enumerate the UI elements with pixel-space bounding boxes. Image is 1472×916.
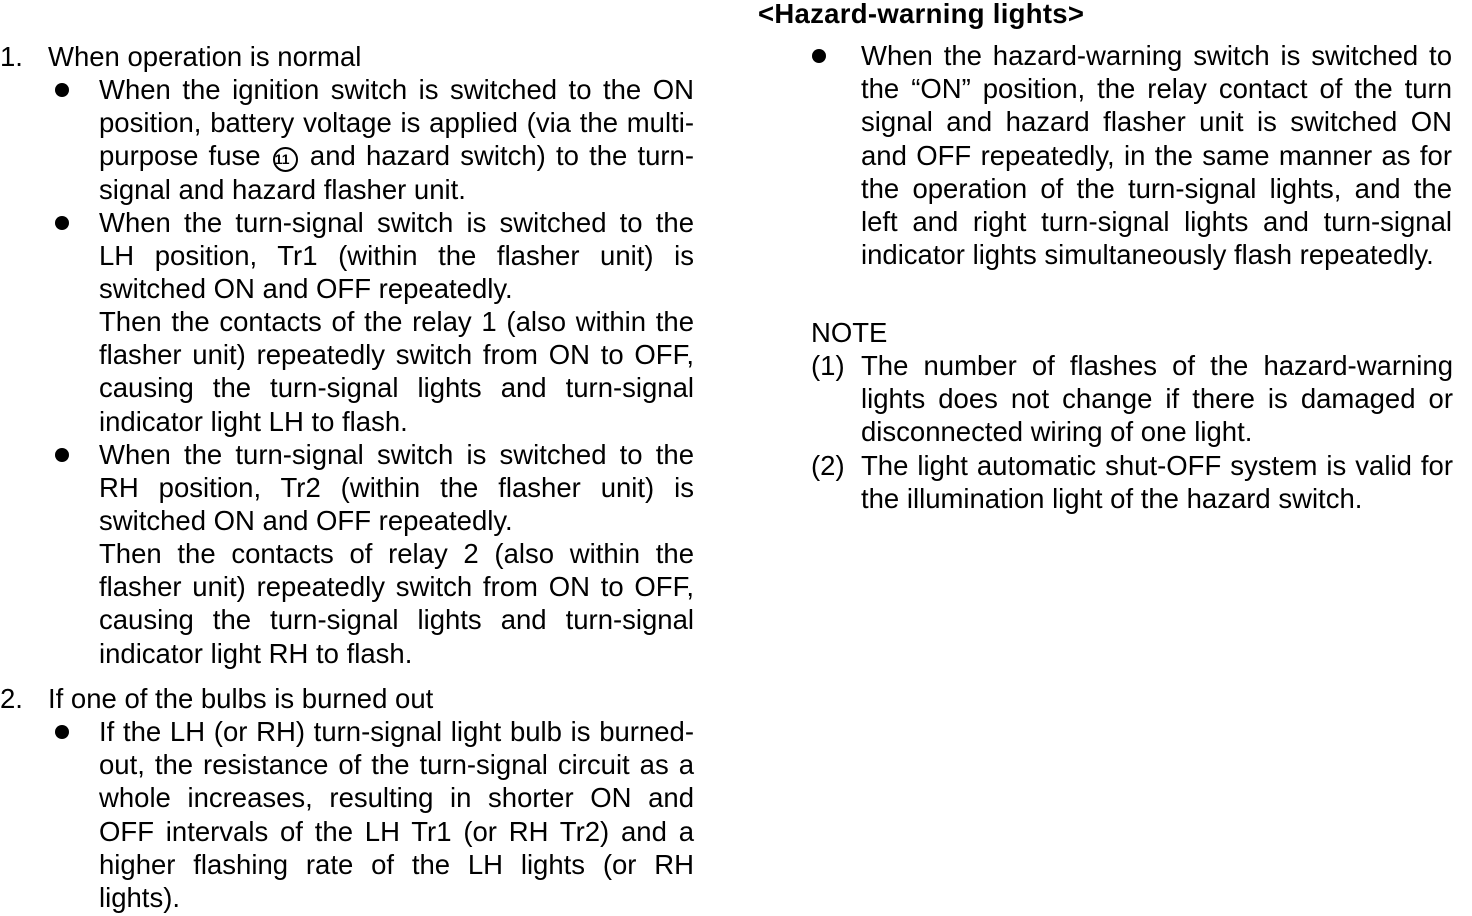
section-2-number: 2. (0, 683, 23, 714)
section-1-bullet-2: When the turn-signal switch is switched to the LH position, Tr1 (within the flasher unit) is switched ON and OFF repeatedly. (99, 207, 694, 305)
section-1-bullet-3-continuation: Then the contacts of relay 2 (also within the flasher unit) repeatedly switch from ON to OFF, causing the turn-signal lights and turn-signal indicator light RH to flash. (99, 538, 694, 669)
section-1-heading (0, 40, 361, 73)
bullet-1-text-after: and hazard switch) to the turn-signal and hazard flasher unit. (99, 140, 695, 205)
section-2-heading (0, 682, 433, 715)
note-label: NOTE (811, 317, 888, 348)
fuse-number-badge: 11 (273, 147, 298, 172)
bullet-dot-icon (55, 216, 69, 230)
section-1-bullet-2-continuation: Then the contacts of the relay 1 (also within the flasher unit) repeatedly switch from ON to OFF, causing the turn-signal lights and turn-signal indicator light LH to flash. (99, 306, 694, 437)
section-1-bullet-1 (99, 73, 694, 206)
section-2-bullet-1: If the LH (or RH) turn-signal light bulb is burned-out, the resistance of the turn-signal circuit as a whole increases, resulting in shorter ON and OFF intervals of the LH Tr1 (or RH Tr2) and a higher flashing rate of the LH lights (or RH lights). (99, 716, 694, 914)
bullet-dot-icon (55, 448, 69, 462)
bullet-dot-icon (55, 725, 69, 739)
hazard-section-title: <Hazard-warning lights> (758, 0, 1085, 29)
bullet-1-text-before: When the ignition switch is switched to the ON position, battery voltage is applied (via the multi-purpose fuse (99, 74, 694, 172)
section-2-title: If one of the bulbs is burned out (48, 683, 434, 714)
note-2-text: The light automatic shut-OFF system is valid for the illumination light of the hazard switch. (861, 450, 1453, 515)
note-1-number: (1) (811, 350, 845, 381)
bullet-dot-icon (812, 49, 826, 63)
section-1-bullet-3: When the turn-signal switch is switched to the RH position, Tr2 (within the flasher unit) is switched ON and OFF repeatedly. (99, 439, 694, 537)
section-1-title: When operation is normal (48, 41, 362, 72)
note-2-number: (2) (811, 450, 845, 481)
note-1-text: The number of flashes of the hazard-warning lights does not change if there is damaged or disconnected wiring of one light. (861, 350, 1453, 448)
bullet-dot-icon (55, 83, 69, 97)
hazard-bullet: When the hazard-warning switch is switched to the “ON” position, the relay contact of the turn signal and hazard flasher unit is switched ON and OFF repeatedly, in the same manner as for the operation of the turn-signal lights, and the left and right turn-signal lights and turn-signal indicator lights simultaneously flash repeatedly. (861, 40, 1452, 271)
section-1-number: 1. (0, 41, 23, 72)
